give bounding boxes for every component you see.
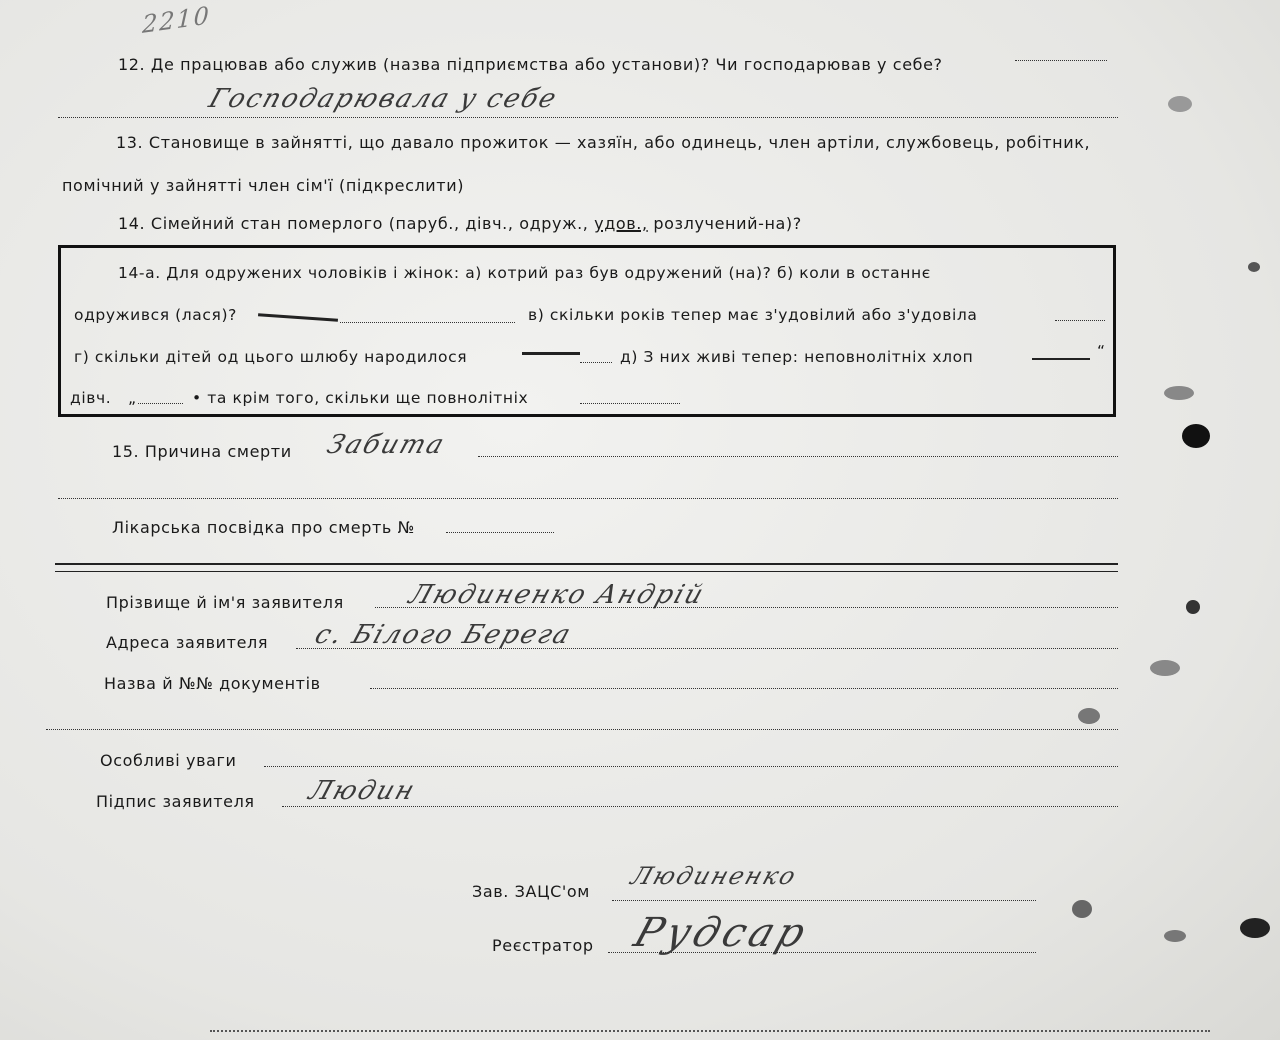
head-signature: Людиненко — [627, 862, 801, 890]
applicant-docs-extra-dots — [46, 729, 1118, 730]
registrar-label: Реєстратор — [492, 936, 594, 955]
applicant-name-label: Прізвище й ім'я заявителя — [106, 593, 344, 612]
applicant-docs-label: Назва й №№ документів — [104, 674, 321, 693]
margin-hole-1 — [1182, 424, 1210, 448]
item14a-line4c: • та крім того, скільки ще повнолітніх — [192, 389, 529, 407]
applicant-address-dots — [296, 648, 1118, 649]
item14a-dots-5 — [580, 403, 680, 404]
corner-note: 2210 — [141, 0, 212, 40]
item14a-dots-1 — [340, 322, 515, 323]
margin-hole-10 — [1164, 386, 1194, 400]
item14a-line1: 14-а. Для одружених чоловіків і жінок: а) котрий раз був одружений (на)? б) коли в останнє — [118, 264, 931, 282]
item14-prefix: 14. Сімейний стан померлого (паруб., дівч., одруж., — [118, 214, 589, 233]
medical-dots — [446, 532, 554, 533]
item14a-line4b: „ — [128, 389, 137, 407]
item14-suffix: розлучений-на)? — [653, 214, 802, 233]
head-label: Зав. ЗАЦС'ом — [472, 882, 590, 901]
applicant-notes-label: Особливі уваги — [100, 751, 237, 770]
applicant-signature-label: Підпис заявителя — [96, 792, 255, 811]
applicant-signature-value: Людин — [305, 776, 420, 806]
medical-label: Лікарська посвідка про смерть № — [112, 518, 415, 537]
item14a-line2b: в) скільки років тепер має з'удовілий або з'удовіла — [528, 306, 978, 324]
margin-hole-4 — [1078, 708, 1100, 724]
applicant-address-label: Адреса заявителя — [106, 633, 269, 652]
item15-label: 15. Причина смерти — [112, 442, 292, 461]
margin-hole-7 — [1164, 930, 1186, 942]
section-rule-bottom — [55, 571, 1118, 572]
applicant-notes-dots — [264, 766, 1118, 767]
item12-answer-dots — [58, 117, 1118, 118]
margin-hole-8 — [1248, 262, 1260, 272]
item14a-dots-3 — [580, 362, 612, 363]
item13-line2: помічний у зайнятті член сім'ї (підкреслити) — [62, 176, 465, 195]
applicant-name-dots — [375, 607, 1118, 608]
item14a-dots-4 — [138, 403, 183, 404]
item12-question: 12. Де працював або служив (назва підприємства або установи)? Чи господарював у себе? — [118, 55, 943, 74]
item15-dots — [478, 456, 1118, 457]
head-signature-dots — [612, 900, 1036, 901]
item15-answer: Забита — [323, 430, 450, 460]
margin-hole-9 — [1240, 918, 1270, 938]
item12-answer: Господарювала у себе — [205, 84, 562, 114]
item14a-dash-2 — [522, 352, 580, 355]
item14a-line2a: одружився (лася)? — [74, 306, 237, 324]
item14a-line3a: г) скільки дітей од цього шлюбу народилося — [74, 348, 468, 366]
applicant-docs-dots — [370, 688, 1118, 689]
item12-question-dots — [1015, 60, 1107, 61]
item14-line — [118, 214, 802, 233]
item14a-line3c: “ — [1097, 342, 1106, 360]
margin-hole-5 — [1072, 900, 1092, 918]
item13-line1: 13. Становище в зайнятті, що давало прожиток — хазяїн, або одинець, член артіли, службовець, робітник, — [116, 133, 1091, 152]
item14a-line4a: дівч. — [70, 389, 112, 407]
item14a-dash-3 — [1032, 358, 1090, 360]
item15-extra-dots — [58, 498, 1118, 499]
applicant-address-value: с. Білого Берега — [311, 620, 576, 650]
registrar-signature-dots — [608, 952, 1036, 953]
item14a-dots-2 — [1055, 320, 1105, 321]
margin-hole-6 — [1186, 600, 1200, 614]
applicant-name-value: Людиненко Андрій — [405, 580, 709, 610]
applicant-signature-dots — [282, 806, 1118, 807]
registrar-signature: Рудсар — [628, 910, 815, 956]
item14a-line3b: д) З них живі тепер: неповнолітніх хлоп — [620, 348, 974, 366]
margin-hole-2 — [1168, 96, 1192, 112]
section-rule-top — [55, 563, 1118, 565]
page-bottom-rule — [210, 1030, 1210, 1032]
margin-hole-3 — [1150, 660, 1180, 676]
item14-underlined-choice: удов., — [594, 214, 648, 233]
